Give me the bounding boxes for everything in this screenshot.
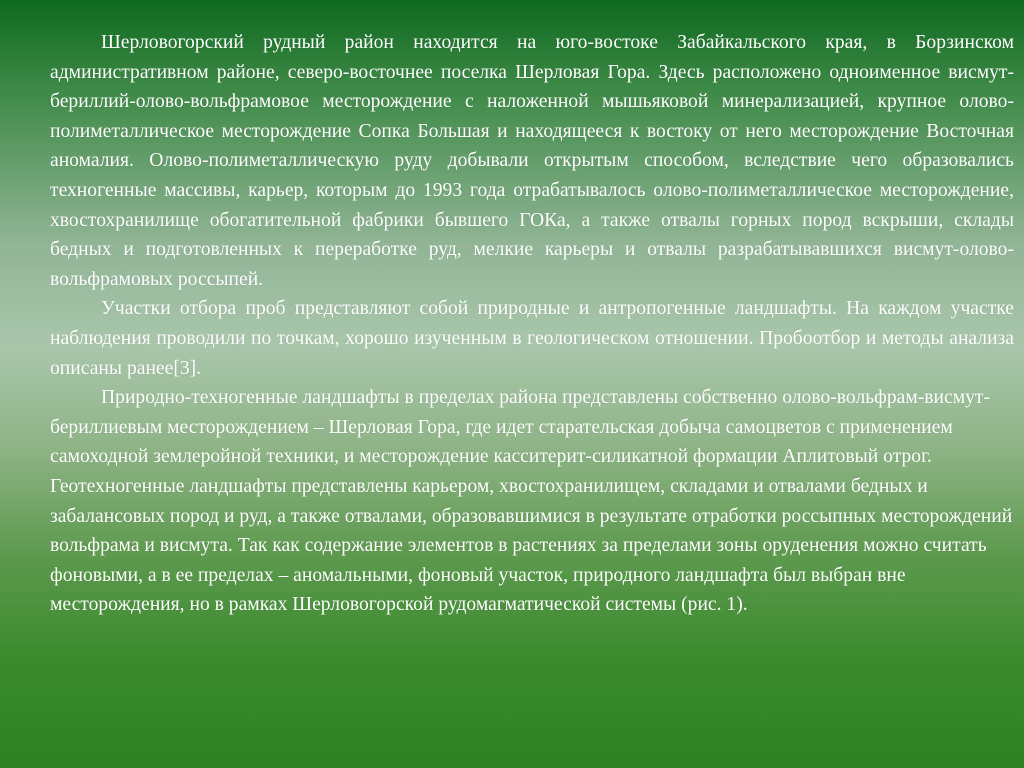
paragraph-landscapes: Природно-техногенные ландшафты в пределах района представлены собственно олово-вольфрам-висмут-бериллиевым месторождением – Шерловая Гора, где идет старательская добыча самоцветов с применением самоходной землеройной техники, и месторождение касситерит-силикатной формации Аплитовый отрог. Геотехногенные ландшафты представлены карьером, хвостохранилищем, складами и отвалами бедных и забалансовых пород и руд, а также отвалами, образовавшимися в результате отработки россыпных месторождений вольфрама и висмута. Так как содержание элементов в растениях за пределами зоны оруденения можно считать фоновыми, а в ее пределах – аномальными, фоновый участок, природного ландшафта был выбран вне месторождения, но в рамках Шерловогорской рудомагматической системы (рис. 1).: [50, 387, 1013, 616]
slide-text-body: [50, 28, 1014, 620]
paragraph-sampling-sites: Участки отбора проб представляют собой природные и антропогенные ландшафты. На каждом участке наблюдения проводили по точкам, хорошо изученным в геологическом отношении. Пробоотбор и методы анализа описаны ранее[3].: [50, 298, 1014, 379]
paragraph-district-description: Шерловогорский рудный район находится на юго-востоке Забайкальского края, в Борзинском административном районе, северо-восточнее поселка Шерловая Гора. Здесь расположено одноименное висмут-бериллий-олово-вольфрамовое месторождение с наложенной мышьяковой минерализацией, крупное олово-полиметаллическое месторождение Сопка Большая и находящееся к востоку от него месторождение Восточная аномалия. Олово-полиметаллическую руду добывали открытым способом, вследствие чего образовались техногенные массивы, карьер, которым до 1993 года отрабатывалось олово-полиметаллическое месторождение, хвостохранилище обогатительной фабрики бывшего ГОКа, а также отвалы горных пород вскрыши, склады бедных и подготовленных к переработке руд, мелкие карьеры и отвалы разрабатывавшихся висмут-олово-вольфрамовых россыпей.: [50, 32, 1014, 290]
